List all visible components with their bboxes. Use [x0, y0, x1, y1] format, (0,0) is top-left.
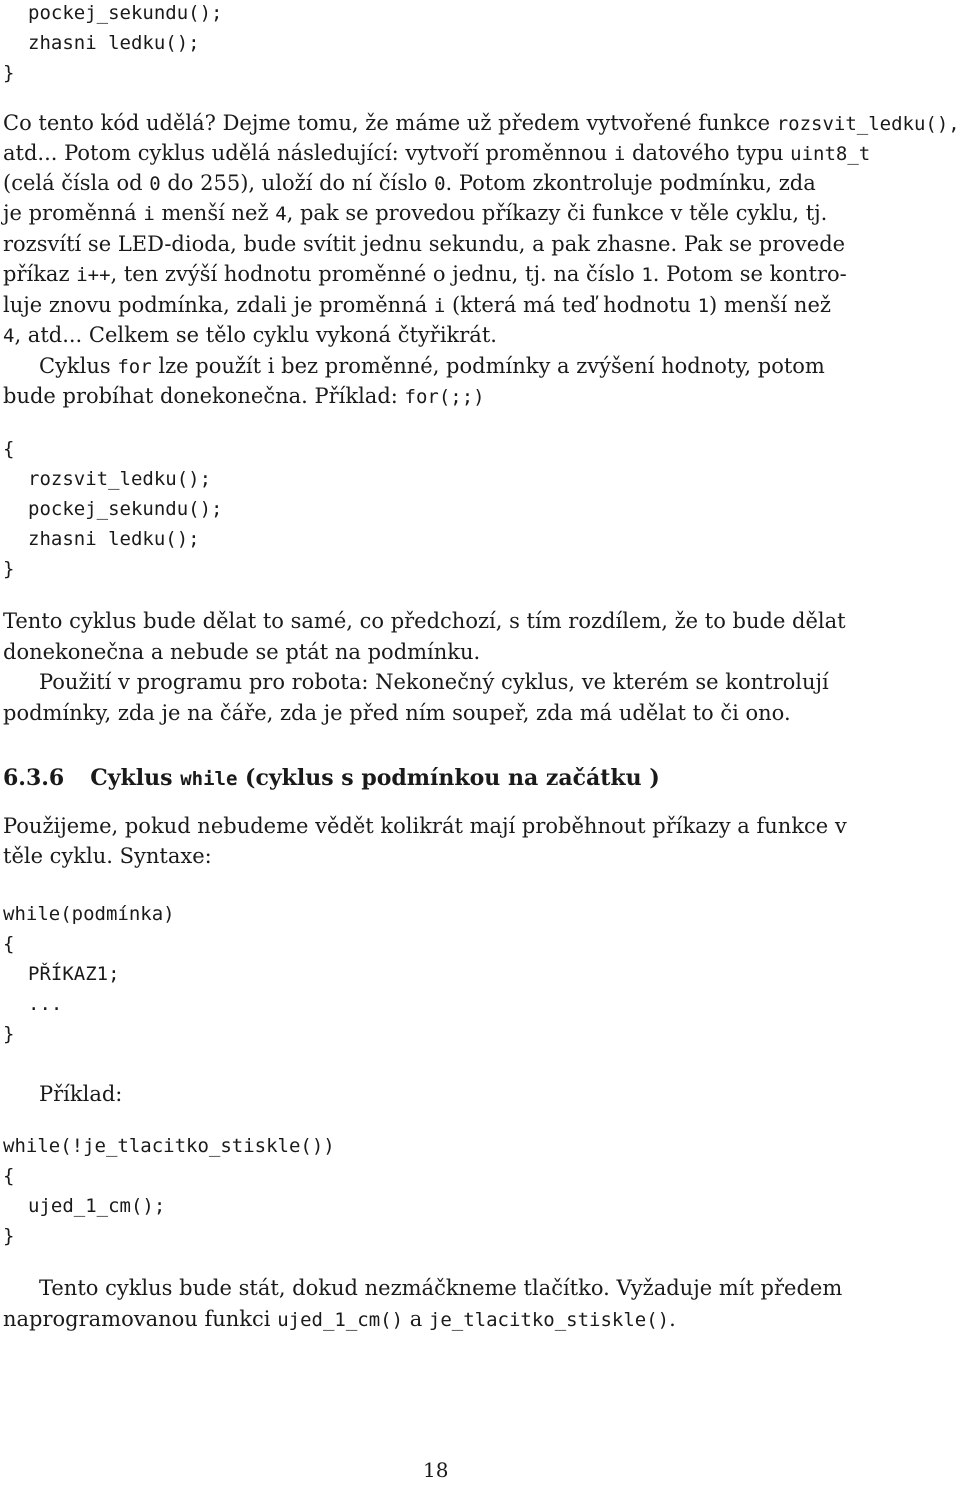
- text: menší než: [154, 201, 276, 225]
- text: , ten zvýší hodnotu proměnné o jednu, tj. na číslo: [110, 262, 642, 286]
- text-line: [3, 290, 831, 321]
- inline-code: je_tlacitko_stiskle(): [428, 1309, 670, 1331]
- inline-code: ujed_1_cm(): [277, 1309, 404, 1331]
- text-line: těle cyklu. Syntaxe:: [3, 844, 212, 868]
- code-line: {: [3, 438, 15, 460]
- text: , pak se provedou příkazy či funkce v těle cyklu, tj.: [286, 201, 828, 225]
- text: 255: [200, 171, 241, 195]
- text-line: [3, 138, 870, 169]
- text-line: Tento cyklus bude stát, dokud nezmáčkneme tlačítko. Vyžaduje mít předem: [39, 1276, 843, 1300]
- section-number: 6.3.6: [3, 765, 65, 791]
- code-line: zhasni ledku();: [28, 32, 200, 54]
- text: naprogramovanou funkci: [3, 1307, 278, 1331]
- code-line: pockej_sekundu();: [28, 2, 223, 24]
- inline-code: i: [433, 295, 446, 317]
- section-title: (cyklus s podmínkou na začátku ): [237, 765, 660, 791]
- code-line: rozsvit_ledku();: [28, 468, 212, 490]
- section-title-code: while: [180, 768, 238, 790]
- text-line: Použijeme, pokud nebudeme vědět kolikrát mají proběhnout příkazy a funkce v: [3, 814, 847, 838]
- text: . Potom zkontroluje podmínku, zda: [445, 171, 816, 195]
- code-line: PŘÍKAZ1;: [28, 963, 120, 985]
- example-label: Příklad:: [39, 1082, 123, 1106]
- inline-code: i: [613, 143, 626, 165]
- text: (která má teď hodnotu: [445, 293, 698, 317]
- text: datového typu: [625, 141, 791, 165]
- code-line: while(podmínka): [3, 903, 175, 925]
- text-line: [39, 351, 825, 382]
- text-line: [3, 320, 497, 351]
- code-line: }: [3, 558, 15, 580]
- code-line: zhasni ledku();: [28, 528, 200, 550]
- inline-code: uint8_t: [790, 143, 871, 165]
- inline-code: 1: [697, 295, 710, 317]
- code-line: }: [3, 1023, 15, 1045]
- text-line: [3, 168, 816, 199]
- text: a: [403, 1307, 429, 1331]
- section-title: Cyklus: [90, 765, 181, 791]
- code-line: }: [3, 1225, 15, 1247]
- inline-code: 1: [641, 264, 653, 286]
- text: .: [669, 1307, 676, 1331]
- text: (celá čísla od: [3, 171, 150, 195]
- text-line: donekonečna a nebude se ptát na podmínku.: [3, 640, 481, 664]
- code-line: ujed_1_cm();: [28, 1195, 166, 1217]
- text: ) menší než: [709, 293, 831, 317]
- inline-code: 0: [149, 173, 161, 195]
- text-line: [3, 259, 847, 290]
- code-line: }: [3, 62, 15, 84]
- text-line: podmínky, zda je na čáře, zda je před ním soupeř, zda má udělat to či ono.: [3, 701, 791, 725]
- inline-code: 4: [275, 203, 287, 225]
- section-heading: [3, 763, 660, 794]
- inline-code: 0: [434, 173, 446, 195]
- text-line: rozsvítí se LED-dioda, bude svítit jednu sekundu, a pak zhasne. Pak se provede: [3, 232, 846, 256]
- text-line: Použití v programu pro robota: Nekonečný cyklus, ve kterém se kontrolují: [39, 670, 829, 694]
- page-number: 18: [423, 1458, 449, 1482]
- text: do: [160, 171, 201, 195]
- code-line: {: [3, 933, 15, 955]
- inline-code: for: [117, 356, 152, 378]
- text: atd... Potom cyklus udělá následující: vytvoří proměnnou: [3, 141, 614, 165]
- text-line: [3, 108, 960, 139]
- text: , atd... Celkem se tělo cyklu vykoná čtyřikrát.: [14, 323, 497, 347]
- text: lze použít i bez proměnné, podmínky a zvýšení hodnoty, potom: [151, 354, 825, 378]
- text-line: [3, 381, 485, 412]
- text: příkaz: [3, 262, 77, 286]
- text: je proměnná: [3, 201, 144, 225]
- text: Co tento kód udělá? Dejme tomu, že máme už předem vytvořené funkce: [3, 111, 777, 135]
- inline-code: for(;;): [404, 386, 485, 408]
- code-line: ...: [28, 993, 63, 1015]
- code-line: pockej_sekundu();: [28, 498, 223, 520]
- text: bude probíhat donekonečna. Příklad:: [3, 384, 405, 408]
- inline-code: i: [143, 203, 155, 225]
- inline-code: 4: [3, 325, 15, 347]
- text-line: [3, 198, 827, 229]
- text: luje znovu podmínka, zdali je proměnná: [3, 293, 434, 317]
- text: Cyklus: [39, 354, 118, 378]
- code-line: while(!je_tlacitko_stiskle()): [3, 1135, 335, 1157]
- inline-code: i++: [76, 264, 111, 286]
- text: . Potom se kontro-: [652, 262, 847, 286]
- inline-code: rozsvit_ledku(),: [776, 113, 960, 135]
- text-line: [3, 1304, 676, 1335]
- text-line: Tento cyklus bude dělat to samé, co předchozí, s tím rozdílem, že to bude dělat: [3, 609, 846, 633]
- code-line: {: [3, 1165, 15, 1187]
- text: ), uloží do ní číslo: [240, 171, 435, 195]
